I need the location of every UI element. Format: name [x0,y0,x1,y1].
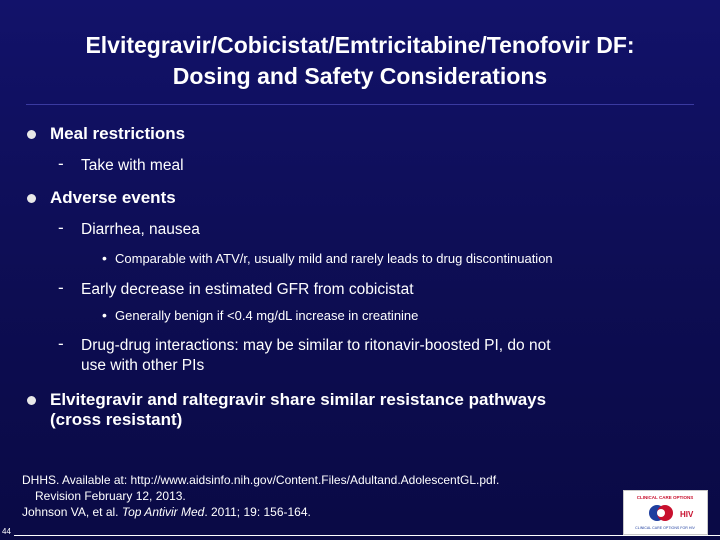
bullet-meal-restrictions [50,124,185,144]
logo-bottom-text: CLINICAL CARE OPTIONS FOR HIV [635,526,695,530]
bullet-dot-icon [27,396,36,405]
logo-top-text: CLINICAL CARE OPTIONS [636,495,694,500]
dash-icon: - [58,278,64,297]
bullet-dot-icon: • [102,250,107,266]
title-line-2: Dosing and Safety Considerations [172,63,548,89]
sub-bullet-drug-interactions [58,334,551,376]
bullet-line-2: (cross resistant) [50,410,183,429]
dash-icon: - [58,334,64,353]
reference-dhhs-line-2: Revision February 12, 2013. [35,489,186,503]
bullet-label: Meal restrictions [50,124,186,143]
bullet-line-1: Elvitegravir and raltegravir share similar resistance pathways [50,390,547,409]
sub-bullet-line-2: use with other PIs [81,357,205,374]
sub-bullet-label: Early decrease in estimated GFR from cobicistat [81,281,414,298]
references [22,472,499,520]
bullet-cross-resistance [50,390,546,430]
detail-label: Comparable with ATV/r, usually mild and rarely leads to drug discontinuation [115,251,553,266]
sub-bullet-line-1: Drug-drug interactions: may be similar to ritonavir-boosted PI, do not [81,337,551,354]
detail-label: Generally benign if <0.4 mg/dL increase in creatinine [115,308,419,323]
logo-graphic-icon [624,491,707,534]
sub-bullet-take-with-meal [58,154,184,176]
clinical-care-options-logo [623,490,708,535]
reference-citation: . 2011; 19: 156-164. [204,505,311,519]
footer-rule [14,535,720,536]
dash-icon: - [58,154,64,173]
detail-creatinine [102,307,419,325]
sub-bullet-gfr-decrease [58,278,414,300]
slide-title [0,30,720,92]
sub-bullet-diarrhea-nausea [58,218,200,240]
reference-dhhs-line-1: DHHS. Available at: http://www.aidsinfo.nih.gov/Content.Files/Adultand.AdolescentGL.pdf. [22,473,500,487]
bullet-dot-icon [27,194,36,203]
logo-hiv-badge: HIV [680,510,694,519]
title-line-1: Elvitegravir/Cobicistat/Emtricitabine/Tenofovir DF: [85,32,635,58]
dash-icon: - [58,218,64,237]
reference-journal: Top Antivir Med [121,505,205,519]
sub-bullet-label: Take with meal [81,157,184,174]
detail-comparable-atv [102,250,553,268]
page-number: 44 [2,527,11,536]
reference-johnson [22,504,499,520]
logo-figure-center [657,509,665,517]
sub-bullet-label: Diarrhea, nausea [81,221,200,238]
title-divider [26,104,694,105]
bullet-dot-icon [27,130,36,139]
bullet-adverse-events [50,188,176,208]
reference-authors: Johnson VA, et al. [22,505,122,519]
bullet-dot-icon: • [102,307,107,323]
bullet-label: Adverse events [50,188,176,207]
